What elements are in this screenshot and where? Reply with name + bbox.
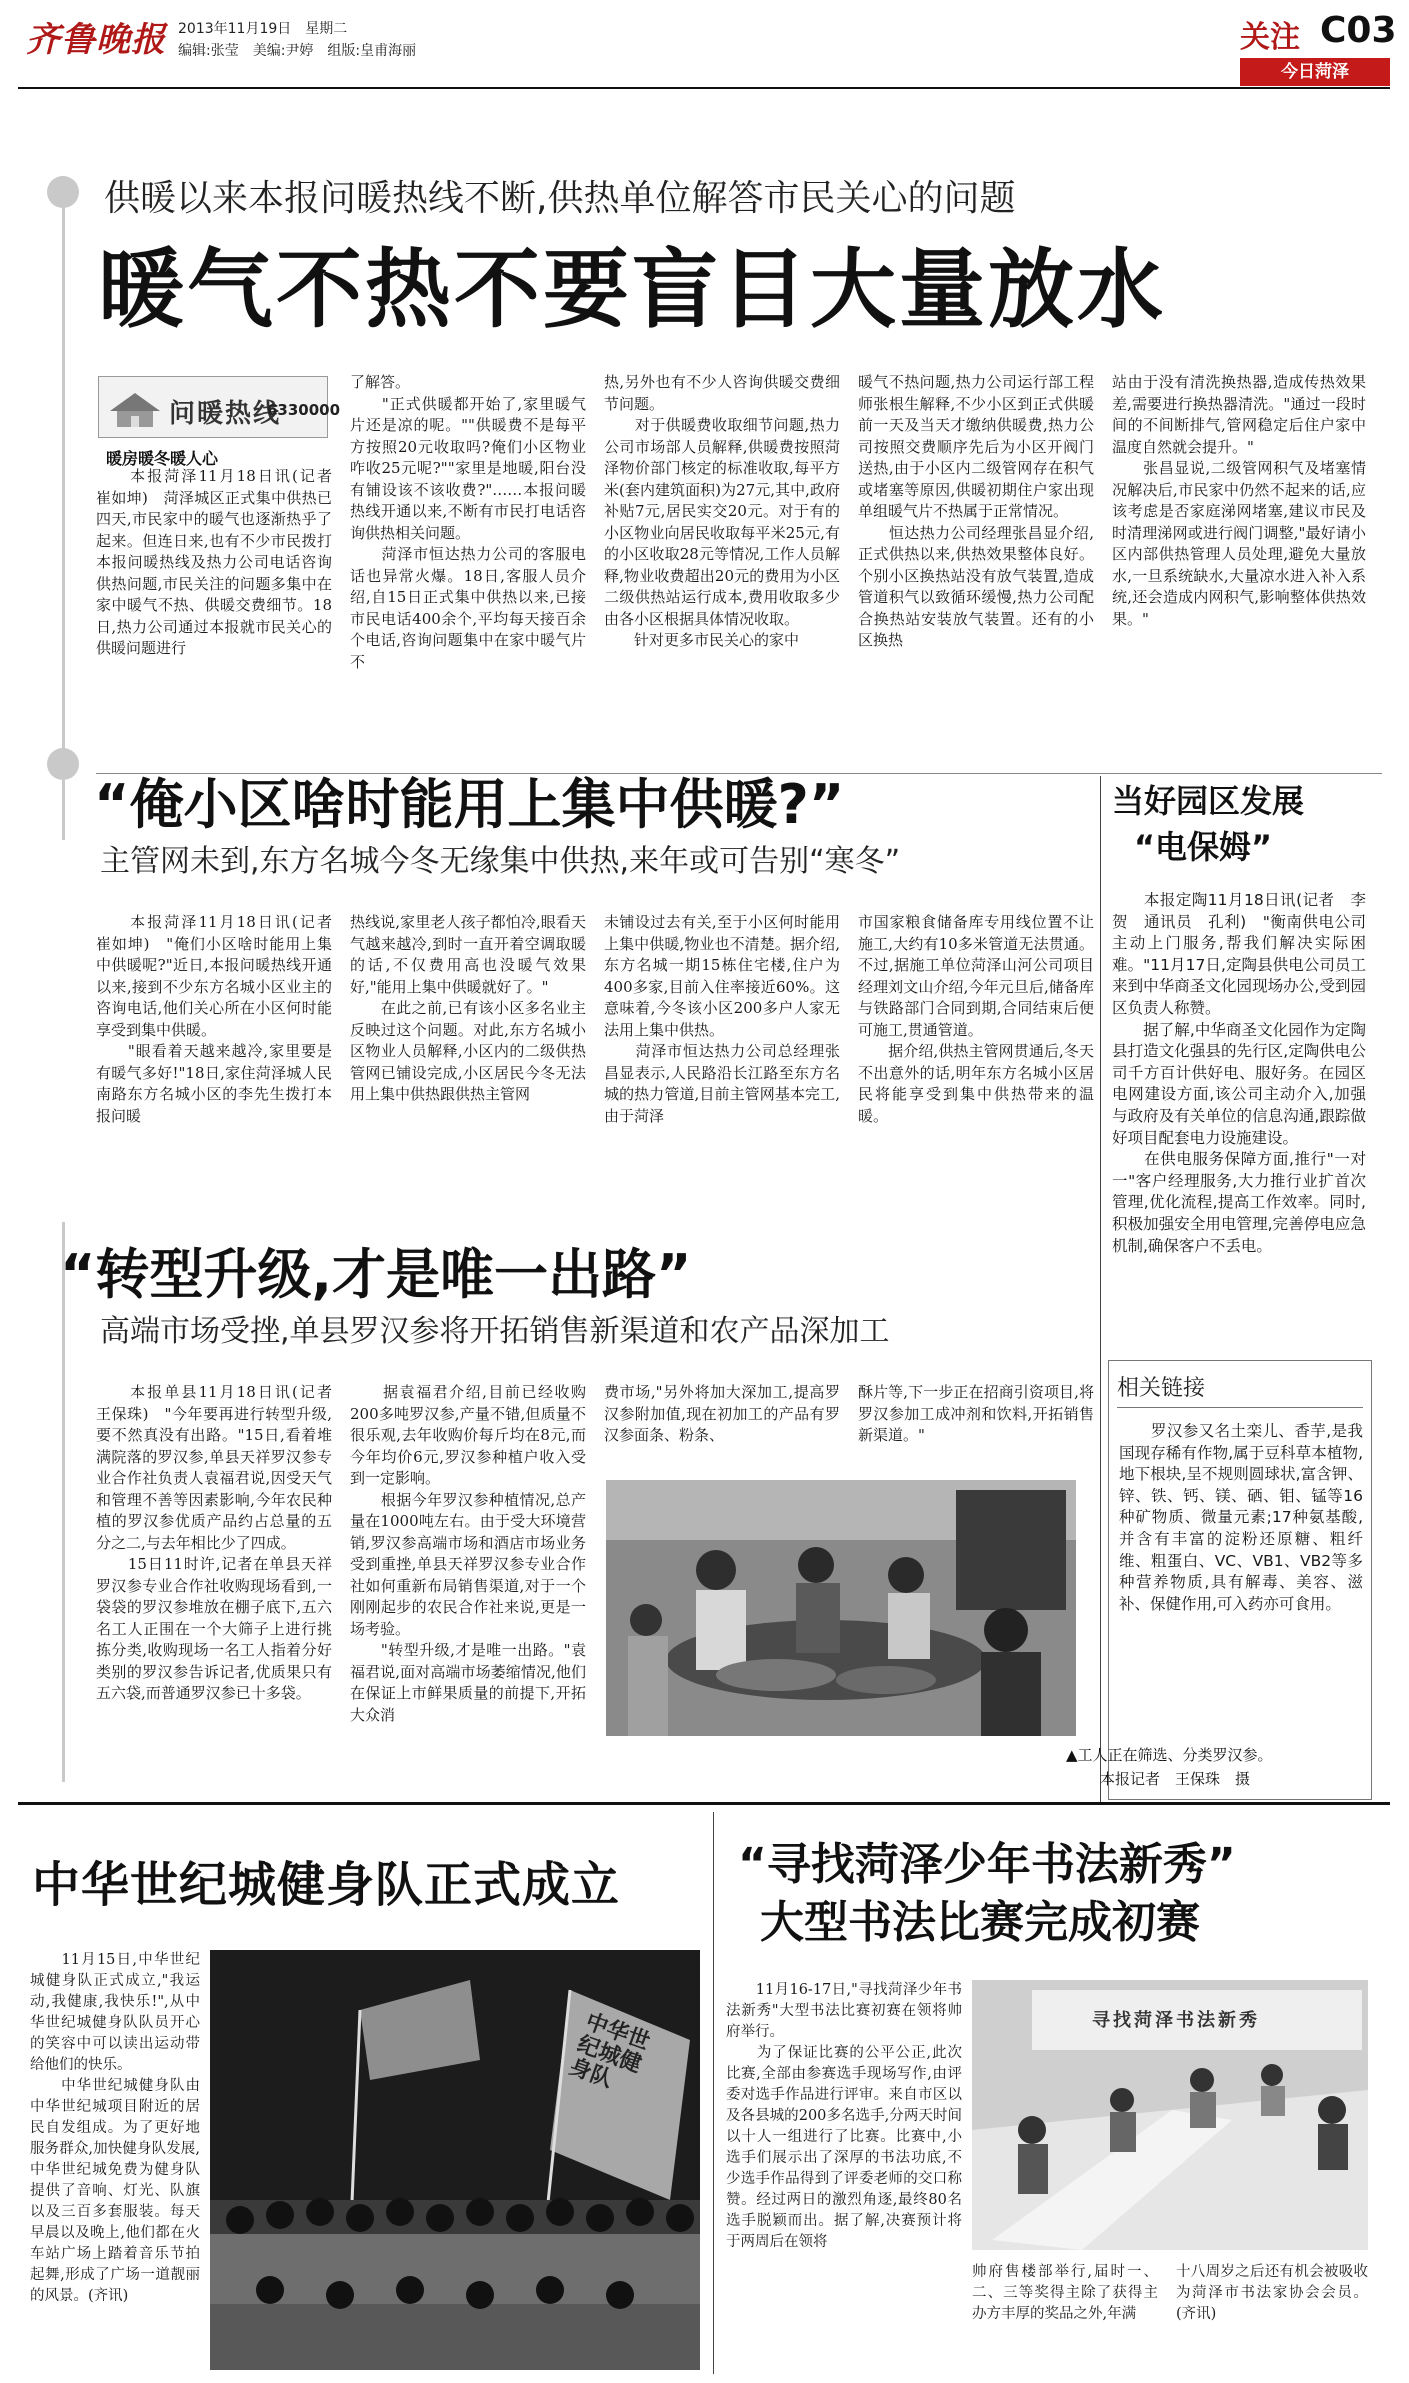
hotline-caption: 暖房暖冬暖人心 xyxy=(106,449,219,468)
article1-col2: 了解答。 "正式供暖都开始了,家里暖气片还是凉的呢。""供暖费不是每平方按照20元收取吗?俺们小区物业咋收25元呢?""家里是地暖,阳台没有铺设该不该收费?"……本报问暖热线开通以来,不断有市民打电话咨询供热相关问题。 菏泽市恒达热力公司的客服电话也异常火爆。18日,客服人员介绍,自15日正式集中供热以来,已接市民电话400余个,平均每天接百余个电话,咨询问题集中在家中暖气片不 xyxy=(350,373,586,671)
bottom-column-divider xyxy=(713,1812,714,2374)
house-icon xyxy=(105,389,165,429)
hotline-number: 6330000 xyxy=(267,401,341,419)
article2-col1: 本报菏泽11月18日讯(记者 崔如坤) "俺们小区啥时能用上集中供暖呢?"近日,本报问暖热线开通以来,接到不少东方名城小区业主的咨询电话,他们关心所在小区何时能享受到集中供暖。 "眼看着天越来越冷,家里要是有暖气多好!"18日,家住菏泽城人民南路东方名城小区的李先生拨打本报问暖 xyxy=(96,913,332,1125)
photo-caption: ▲工人正在筛选、分类罗汉参。 xyxy=(1066,1746,1273,1764)
article2-col4: 市国家粮食储备库专用线位置不让施工,大约有10多米管道无法贯通。不过,据施工单位菏泽山河公司项目经理刘文山介绍,今年元旦后,储备库与铁路部门合同到期,合同结束后便可施工,贯通管道。 据介绍,供热主管网贯通后,冬天不出意外的话,明年东方名城小区居民将能享受到集中供热带来的温暖。 xyxy=(858,913,1094,1125)
article2-headline: “俺小区啥时能用上集中供暖?” xyxy=(94,773,845,836)
article1-kicker: 供暖以来本报问暖热线不断,供热单位解答市民关心的问题 xyxy=(104,178,1016,219)
edition-tag: 今日菏泽 xyxy=(1240,58,1390,86)
article3-subheadline: 高端市场受挫,单县罗汉参将开拓销售新渠道和农产品深加工 xyxy=(100,1314,890,1349)
bottom-section-rule xyxy=(18,1802,1390,1805)
article1-col5: 站由于没有清洗换热器,造成传热效果差,需要进行换热器清洗。"通过一段时间的不间断排气,管网稳定后住户家中温度自然就会提升。" 张昌显说,二级管网积气及堵塞情况解决后,市民家中仍然不起来的话,应该考虑是否家庭涕网堵塞,建议市民及时清理涕网或进行阀门调整,"最好请小区内部供热管理人员处理,避免大量放水,一旦系统缺水,大量凉水进入补入系统,还会造成内网积气,影响整体供热效果。" xyxy=(1112,373,1366,628)
hotline-logo xyxy=(98,376,341,438)
article2-subheadline: 主管网未到,东方名城今冬无缘集中供热,来年或可告别“寒冬” xyxy=(100,844,901,879)
sidebar1-headline-line1: 当好园区发展 xyxy=(1112,782,1305,820)
page-number: C03 xyxy=(1320,10,1397,51)
photo-credit: 本报记者 王保珠 摄 xyxy=(1100,1770,1251,1788)
article5-col1: 11月16-17日,"寻找菏泽少年书法新秀"大型书法比赛初赛在领将帅府举行。 为了保证比赛的公平公正,此次比赛,全部由参赛选手现场写作,由评委对选手作品进行评审。来自市区以及各县城的200多名选手,分两天时间以十人一组进行了比赛。比赛中,小选手们展示出了深厚的书法功底,不少选手作品得到了评委老师的交口称赞。经过两日的激烈角逐,最终80名选手脱颖而出。据了解,决赛预计将于两周后在领将 xyxy=(726,1982,962,2250)
newspaper-logo: 齐鲁晚报 xyxy=(26,20,166,60)
calligraphy-contest-photo xyxy=(972,1980,1368,2250)
masthead-rule xyxy=(18,87,1390,89)
article5-col2: 帅府售楼部举行,届时一、二、三等奖得主除了获得主办方丰厚的奖品之外,年满 xyxy=(972,2264,1158,2322)
article2-col3: 未铺设过去有关,至于小区何时能用上集中供暖,物业也不清楚。据介绍,东方名城一期15栋住宅楼,住户为400多家,目前入住率接近60%。这意味着,今冬该小区200多户人家无法用上集中供热。 菏泽市恒达热力公司总经理张昌显表示,人民路沿长江路至东方名城的热力管道,目前主管网基本完工,由于菏泽 xyxy=(604,913,840,1125)
hotline-label: 问暖热线 xyxy=(169,399,282,429)
article1-col3: 热,另外也有不少人咨询供暖交费细节问题。 对于供暖费收取细节问题,热力公司市场部人员解释,供暖费按照菏泽物价部门核定的标准收取,每平方米(套内建筑面积)为27元,其中,政府补贴7元,居民实交20元。对于有的小区物业向居民收取每平米25元,有的小区收取28元等情况,工作人员解释,物业收费超出20元的费用为小区二级供热站运行成本,费用收取多少由各小区根据具体情况收取。 针对更多市民关心的家中 xyxy=(604,373,840,649)
fitness-team-photo xyxy=(210,1950,700,2370)
sidebar1-body: 本报定陶11月18日讯(记者 李贺 通讯员 孔利) "衡南供电公司主动上门服务,帮我们解决实际困难。"11月17日,定陶县供电公司员工来到中华商圣文化园现场办公,受到园区负责人称赞。 据了解,中华商圣文化园作为定陶县打造文化强县的先行区,定陶供电公司千方百计供好电、服好务。在园区电网建设方面,该公司主动介入,加强与政府及有关单位的信息沟通,跟踪做好项目配套电力设施建设。 在供电服务保障方面,推行"一对一"客户经理服务,大力推行业扩首次管理,优化流程,提高工作效率。同时,积极加强安全用电管理,完善停电应急机制,确保客户不丢电。 xyxy=(1112,891,1366,1255)
workers-sorting-photo xyxy=(606,1480,1076,1736)
article4-headline: 中华世纪城健身队正式成立 xyxy=(32,1857,621,1913)
timeline-line xyxy=(62,780,65,840)
date-line: 2013年11月19日 星期二 xyxy=(178,21,348,37)
sidebar-divider xyxy=(1100,776,1101,1803)
article3-col1: 本报单县11月18日讯(记者 王保珠) "今年要再进行转型升级,要不然真没有出路。"15日,看着堆满院落的罗汉参,单县天祥罗汉参专业合作社负责人袁福君说,因受天气和管理不善等因素影响,今年农民种植的罗汉参优质产品约占总量的五分之二,与去年相比少了四成。 15日11时许,记者在单县天祥罗汉参专业合作社收购现场看到,一袋袋的罗汉参堆放在棚子底下,五六名工人正围在一个大筛子上进行挑拣分类,收购现场一名工人指着分好类别的罗汉参告诉记者,优质果只有五六袋,而普通罗汉参已十多袋。 xyxy=(96,1383,332,1702)
article3-col4: 酥片等,下一步正在招商引资项目,将罗汉参加工成冲剂和饮料,开拓销售新渠道。" xyxy=(858,1383,1094,1444)
article1-headline: 暖气不热不要盲目大量放水 xyxy=(98,240,1166,340)
staff-line: 编辑:张莹 美编:尹婷 组版:皇甫海丽 xyxy=(178,43,417,59)
article5-headline-line1: “寻找菏泽少年书法新秀” xyxy=(738,1839,1236,1890)
related-link-body: 罗汉参又名土栾儿、香芋,是我国现存稀有作物,属于豆科草本植物,地下根块,呈不规则圆球状,富含钾、锌、铁、钙、镁、硒、钼、锰等16种矿物质、微量元素;17种氨基酸,并含有丰富的淀粉还原糖、粗纤维、粗蛋白、VC、VB1、VB2等多种营养物质,具有解毒、美容、滋补、保健作用,可入药亦可食用。 xyxy=(1119,1422,1363,1613)
photo-illustration xyxy=(210,1950,700,2370)
article1-col4: 暖气不热问题,热力公司运行部工程师张根生解释,不少小区到正式供暖前一天及当天才缴纳供暖费,热力公司按照交费顺序先后为小区开阀门送热,由于小区内二级管网存在积气或堵塞等原因,供暖初期住户家出现单组暖气片不热属于正常情况。 恒达热力公司经理张昌显介绍,正式供热以来,供热效果整体良好。个别小区换热站没有放气装置,造成管道积气以致循环缓慢,热力公司配合换热站安装放气装置。还有的小区换热 xyxy=(858,373,1094,649)
masthead xyxy=(0,0,1409,82)
photo-illustration xyxy=(606,1480,1076,1736)
bullet-dot xyxy=(47,748,79,780)
article4-body: 11月15日,中华世纪城健身队正式成立,"我运动,我健康,我快乐!",从中华世纪城健身队队员开心的笑容中可以读出运动带给他们的快乐。 中华世纪城健身队由中华世纪城项目附近的居民自发组成。为了更好地服务群众,加快健身队发展,中华世纪城免费为健身队提供了音响、灯光、队旗以及三百多套服装。每天早晨以及晚上,他们都在火车站广场上踏着音乐节拍起舞,形成了广场一道靓丽的风景。(齐讯) xyxy=(30,1952,200,2304)
timeline-line xyxy=(62,200,65,770)
article3-headline: “转型升级,才是唯一出路” xyxy=(60,1243,692,1306)
team-banner-text: 中华世纪城健身队 xyxy=(565,2009,653,2093)
bullet-dot xyxy=(47,176,79,208)
sidebar1-headline-line2: “电保姆” xyxy=(1134,828,1273,866)
article1-col1: 本报菏泽11月18日讯(记者 崔如坤) 菏泽城区正式集中供热已四天,市民家中的暖气也逐渐热乎了起来。但连日来,也有不少市民拨打本报问暖热线及热力公司电话咨询供热问题,市民关注的问题多集中在家中暖气不热、供暖交费细节。18日,热力公司通过本报就市民关心的供暖问题进行 xyxy=(96,467,348,657)
article3-col3: 费市场,"另外将加大深加工,提高罗汉参附加值,现在初加工的产品有罗汉参面条、粉条、 xyxy=(604,1383,840,1444)
related-link-title: 相关链接 xyxy=(1117,1376,1206,1401)
article3-col2: 据袁福君介绍,目前已经收购200多吨罗汉参,产量不错,但质量不很乐观,去年收购价每斤均在8元,而今年均价6元,罗汉参种植户收入受到一定影响。 根据今年罗汉参种植情况,总产量在1000吨左右。由于受大环境营销,罗汉参高端市场和酒店市场业务受到重挫,单县天祥罗汉参专业合作社如何重新布局销售渠道,对于一个刚刚起步的农民合作社来说,更是一场考验。 "转型升级,才是唯一出路。"袁福君说,面对高端市场萎缩情况,他们在保证上市鲜果质量的前提下,开拓大众消 xyxy=(350,1383,586,1724)
related-link-box xyxy=(1108,1360,1372,1800)
related-link-rule xyxy=(1117,1407,1363,1408)
contest-banner-text: 寻找菏泽书法新秀 xyxy=(1092,2010,1260,2031)
article5-col3: 十八周岁之后还有机会被吸收为菏泽市书法家协会会员。(齐讯) xyxy=(1176,2264,1368,2322)
article5-headline-line2: 大型书法比赛完成初赛 xyxy=(760,1897,1200,1948)
section-label: 关注 xyxy=(1240,20,1300,55)
article2-col2: 热线说,家里老人孩子都怕冷,眼看天气越来越冷,到时一直开着空调取暖的话,不仅费用高也没暖气效果好,"能用上集中供暖就好了。" 在此之前,已有该小区多名业主反映过这个问题。对此,东方名城小区物业人员解释,小区内的二级供热管网已铺设完成,小区居民今冬无法用上集中供热跟供热主管网 xyxy=(350,913,586,1103)
